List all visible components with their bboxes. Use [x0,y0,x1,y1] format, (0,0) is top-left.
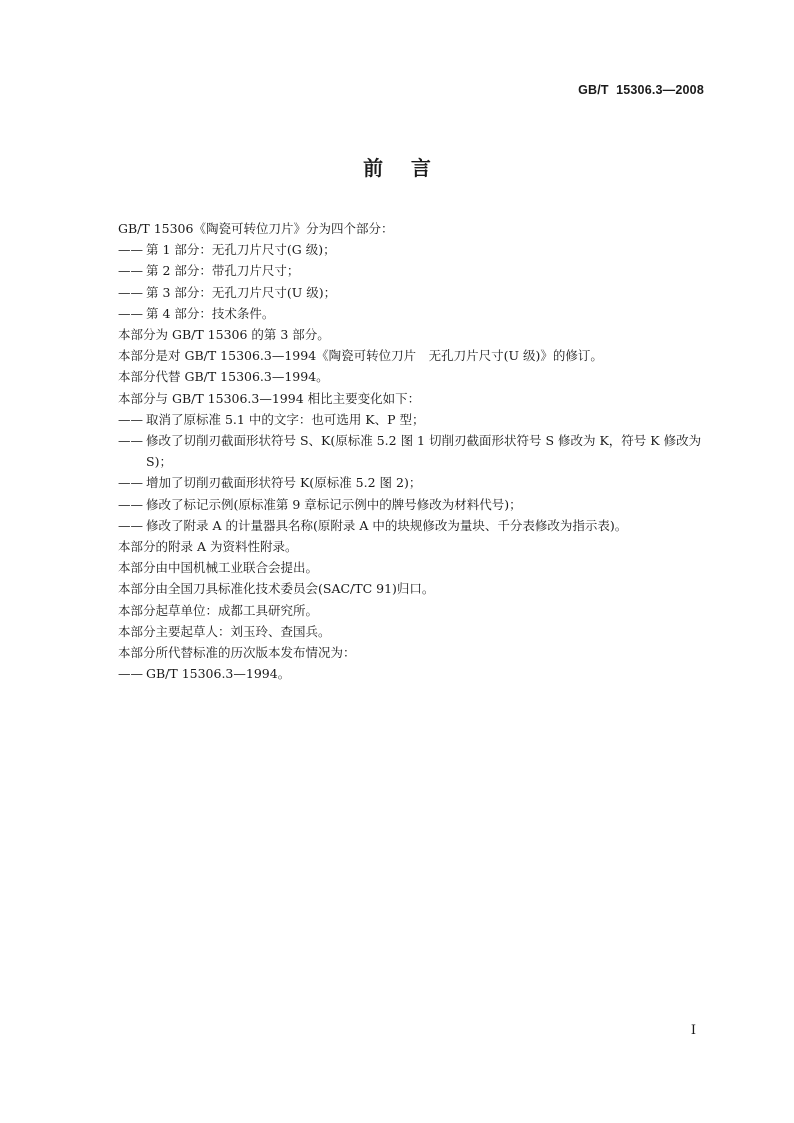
paragraph-previous-editions: 本部分所代替标准的历次版本发布情况为： [118,645,356,661]
list-item-part-1 [118,239,708,260]
dash-marker: —— [118,411,143,427]
list-item-text: GB/T 15306.3—1994。 [146,666,291,682]
list-item-text: 取消了原标准 5.1 中的文字：也可选用 K、P 型； [146,411,425,427]
list-item-change-5 [118,515,708,536]
paragraph-parts-intro: GB/T 15306《陶瓷可转位刀片》分为四个部分： [118,221,394,236]
list-item-part-3 [118,282,708,303]
paragraph-drafters: 本部分主要起草人：刘玉玲、查国兵。 [118,623,331,639]
list-item-text: 修改了标记示例(原标准第 9 章标记示例中的牌号修改为材料代号)； [146,496,522,512]
list-item-text: 第 2 部分：带孔刀片尺寸； [146,263,300,279]
list-item-part-2 [118,260,708,281]
list-item-change-2 [118,430,708,472]
dash-marker: —— [118,496,143,512]
list-item-change-1 [118,409,708,430]
paragraph-drafting-unit: 本部分起草单位：成都工具研究所。 [118,602,319,618]
foreword-body [118,218,708,684]
dash-marker: —— [118,284,143,300]
list-item-previous-edition [118,663,708,684]
standard-code: GB/T 15306.3—2008 [578,83,704,97]
list-item-part-4 [118,303,708,324]
list-item-text: 修改了附录 A 的计量器具名称(原附录 A 中的块规修改为量块、千分表修改为指示表)。 [146,517,628,533]
dash-marker: —— [118,433,143,449]
dash-marker: —— [118,475,143,491]
list-item-change-4 [118,494,708,515]
list-item-text: 第 4 部分：技术条件。 [146,305,275,321]
list-item-text: 第 3 部分：无孔刀片尺寸(U 级)； [146,284,337,300]
paragraph-administered-by: 本部分由全国刀具标准化技术委员会(SAC/TC 91)归口。 [118,581,435,597]
list-item-text: 修改了切削刃截面形状符号 S、K(原标准 5.2 图 1 切削刃截面形状符号 S 修改为 K，符号 K 修改为 S)； [146,433,702,470]
list-item-text: 增加了切削刃截面形状符号 K(原标准 5.2 图 2)； [146,475,422,491]
paragraph-part-statement: 本部分为 GB/T 15306 的第 3 部分。 [118,327,330,343]
page-title: 前 言 [363,156,431,180]
paragraph-replaces: 本部分代替 GB/T 15306.3—1994。 [118,369,329,385]
list-item-text: 第 1 部分：无孔刀片尺寸(G 级)； [146,242,336,258]
dash-marker: —— [118,517,143,533]
dash-marker: —— [118,242,143,258]
dash-marker: —— [118,263,143,279]
dash-marker: —— [118,305,143,321]
paragraph-changes-intro: 本部分与 GB/T 15306.3—1994 相比主要变化如下： [118,390,421,406]
dash-marker: —— [118,666,143,682]
paragraph-appendix: 本部分的附录 A 为资料性附录。 [118,539,298,555]
paragraph-revision-statement: 本部分是对 GB/T 15306.3—1994《陶瓷可转位刀片 无孔刀片尺寸(U 级)》的修订。 [118,348,603,364]
page-number: I [690,1023,696,1038]
list-item-change-3 [118,472,708,493]
paragraph-proposed-by: 本部分由中国机械工业联合会提出。 [118,560,319,576]
